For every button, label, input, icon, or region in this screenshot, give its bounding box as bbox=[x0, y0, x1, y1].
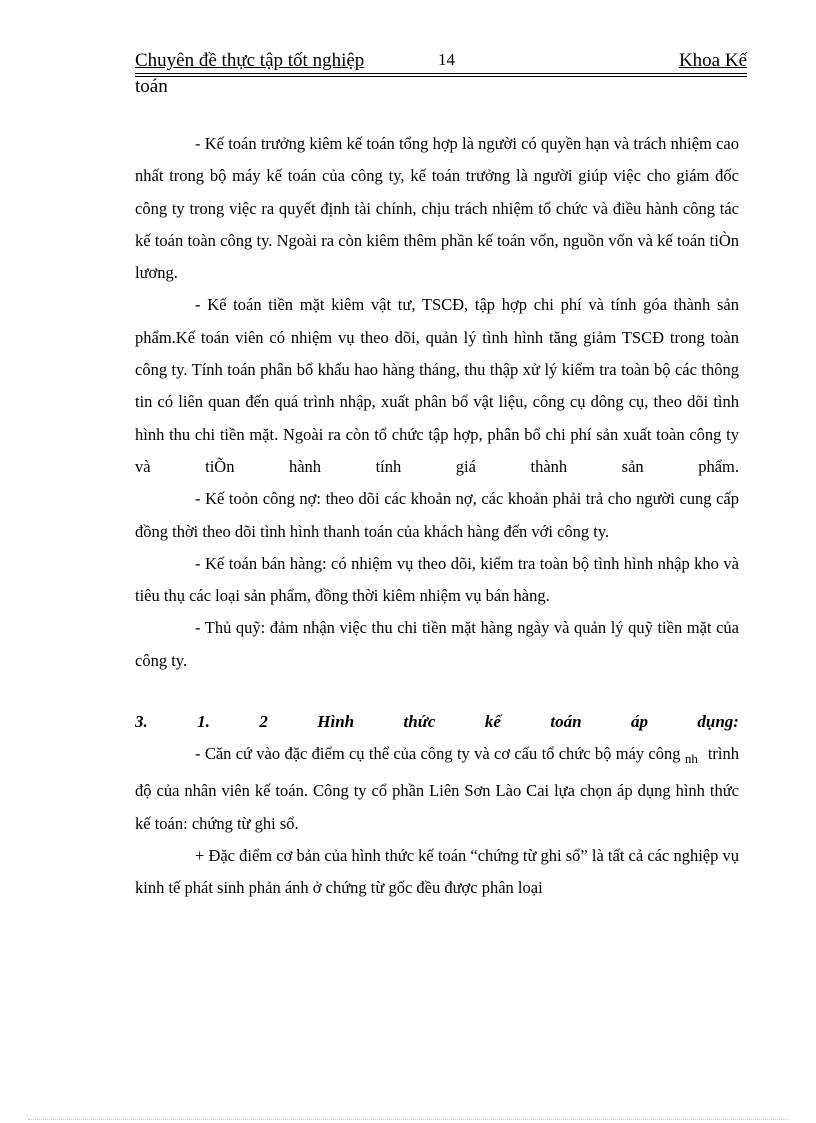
subscript-fragment: nh bbox=[684, 751, 698, 767]
paragraph-sales-accountant: - Kế toán bán hàng: có nhiệm vụ theo dõi, kiểm tra toàn bộ tình hình nhập kho và tiêu thụ các loại sản phẩm, đồng thời kiêm nhiệm vụ bán hàng. bbox=[135, 553, 739, 606]
header-title: Chuyên đề thực tập tốt nghiệp bbox=[135, 50, 365, 71]
heading-word: Hình bbox=[317, 712, 355, 732]
heading-word: 3. bbox=[135, 712, 148, 732]
heading-word: dụng: bbox=[697, 712, 739, 732]
paragraph-basis-start: - Căn cứ vào đặc điểm cụ thể của công ty và cơ cấu tổ chức bộ máy công bbox=[195, 744, 681, 764]
paragraph-debt-accountant: - Kế toỏn công nợ: theo dõi các khoản nợ, các khoản phải trả cho người cung cấp đồng thời theo dõi tình hình thanh toán của khách hàng đến với công ty. bbox=[135, 489, 739, 541]
page-number: 14 bbox=[438, 50, 455, 69]
paragraph-basis bbox=[135, 738, 739, 840]
paragraph-chief-accountant: - Kế toán trưởng kiêm kế toán tổng hợp là người có quyền hạn và trách nhiệm cao nhất trong bộ máy kế toán của công ty, kế toán trưởng là người giúp việc cho giám đốc công ty trong việc ra quyết định tài chính, chịu trách nhiệm tổ chức và điều hành công tác kế toán toàn công ty. Ngoài ra còn kiêm thêm phần kế toán vốn, nguồn vốn và kế toán tiÒn lương. bbox=[135, 134, 739, 283]
heading-word: toán bbox=[550, 712, 582, 732]
heading-word: thức bbox=[403, 712, 436, 732]
heading-word: 2 bbox=[259, 712, 268, 732]
paragraph-basis-end: trình độ của nhân viên kế toán. Công ty cổ phần Liên Sơn Lào Cai lựa chọn áp dụng hình thức kế toán: chứng từ ghi sổ. bbox=[135, 744, 740, 833]
paragraph-characteristics: + Đặc điểm cơ bản của hình thức kế toán “chứng từ ghi sổ” là tất cả các nghiệp vụ kinh tế phát sinh phản ánh ở chứng từ gốc đều được phân loại bbox=[135, 845, 739, 898]
paragraph-cash-accountant: - Kế toán tiền mặt kiêm vật tư, TSCĐ, tập hợp chi phí và tính góa thành sản phẩm.Kế toán viên có nhiệm vụ theo dõi, quản lý tình hình tăng giảm TSCĐ trong toàn công ty. Tính toán phân bổ khấu hao hàng tháng, thu thập xử lý kiểm tra toàn bộ các thông tin có liên quan đến quá trình nhập, xuất phân bổ vật liệu, công cụ dông cụ, theo dõi tình hình thu chi tiền mặt. Ngoài ra còn tổ chức tập hợp, phân bổ chi phí sản xuất toàn công ty và tiÕn hành tính giá thành sản phẩm. bbox=[135, 295, 739, 476]
header-continuation: toán bbox=[135, 76, 168, 97]
section-heading bbox=[135, 706, 739, 738]
heading-word: áp bbox=[630, 712, 648, 732]
paragraph-treasurer: - Thủ quỹ: đảm nhận việc thu chi tiền mặt hàng ngày và quản lý quỹ tiền mặt của công ty. bbox=[135, 618, 739, 670]
page-bottom-border bbox=[28, 1119, 788, 1120]
heading-word: 1. bbox=[197, 712, 210, 732]
header-department: Khoa Kế bbox=[678, 50, 747, 71]
document-body bbox=[135, 128, 739, 905]
spacer bbox=[135, 677, 739, 706]
header-rule bbox=[135, 73, 747, 77]
heading-word: kế bbox=[484, 712, 501, 732]
